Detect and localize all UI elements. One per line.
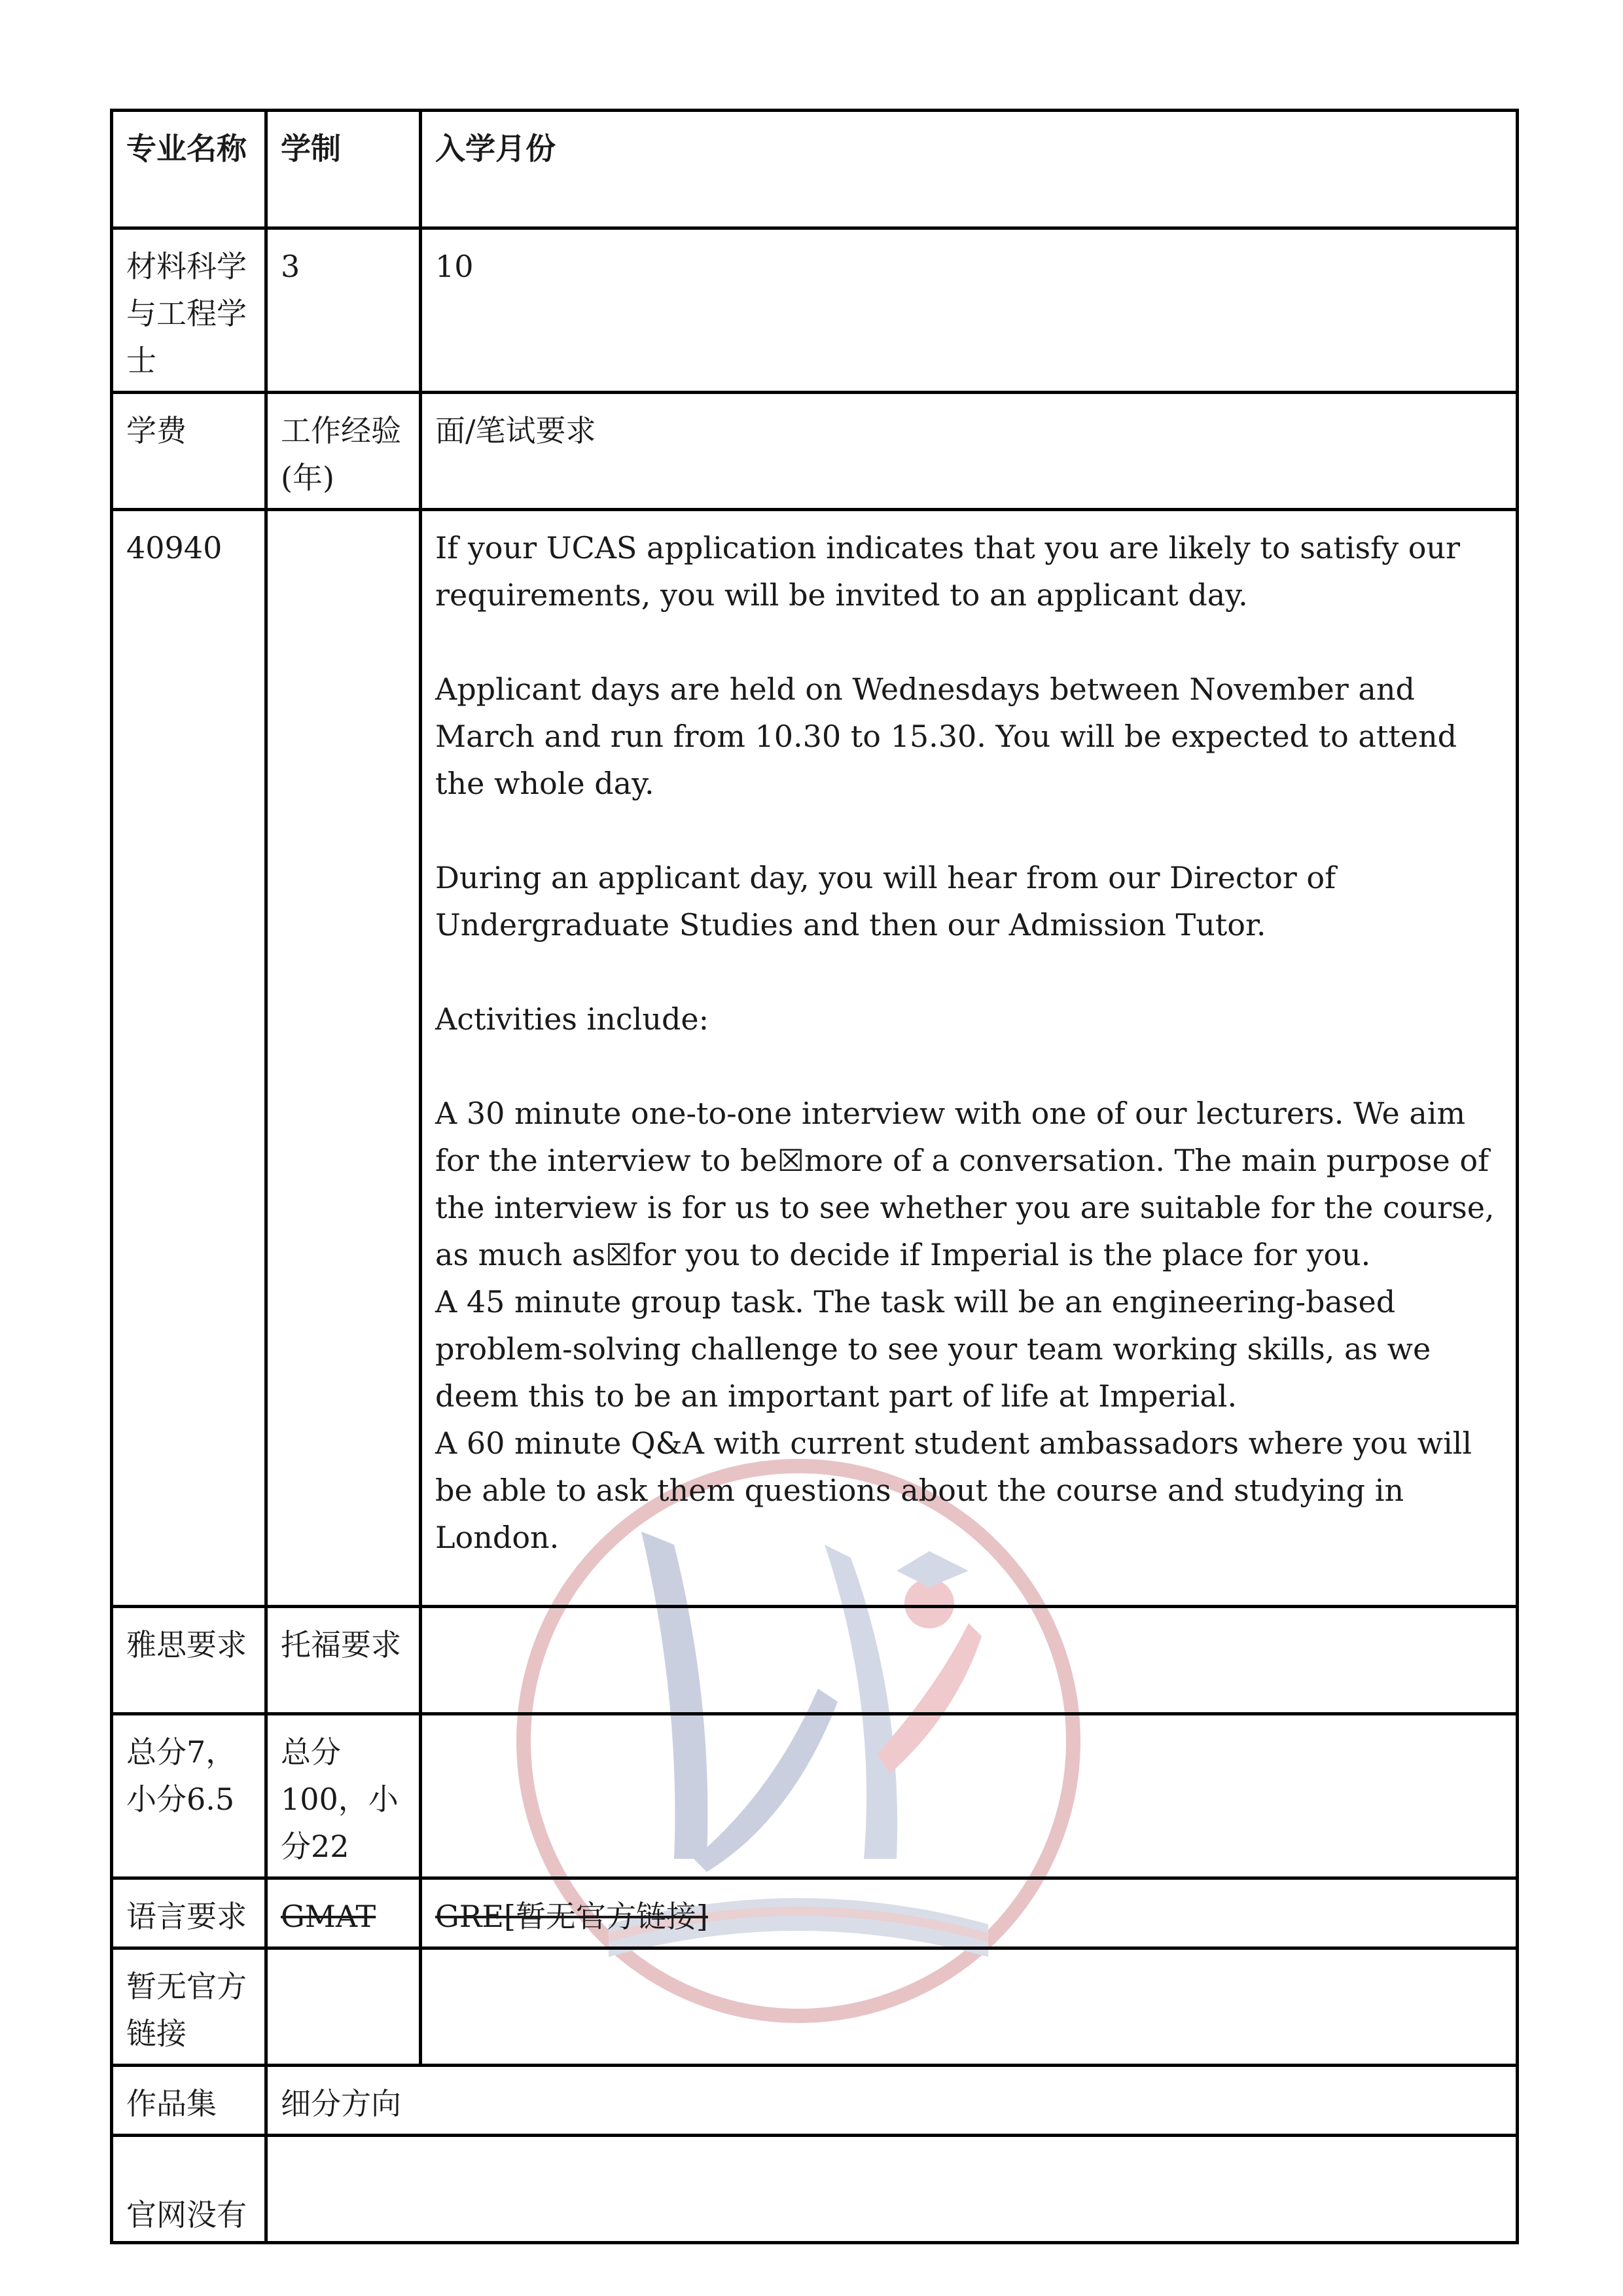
sub-direction-value	[266, 2136, 1518, 2243]
interview-activity-2: A 45 minute group task. The task will be an engineering-based problem-solving challenge to see your team working skills, as we deem this to be an important part of life at Imperial.	[435, 1284, 1440, 1414]
language-requirement-value: 暂无官方链接	[112, 1948, 266, 2066]
interview-paragraph-4: Activities include:	[435, 1001, 709, 1037]
interview-paragraph-1: If your UCAS application indicates that you are likely to satisfy our requirements, you will be invited to an applicant day.	[435, 530, 1470, 613]
sub-direction-label: 细分方向	[266, 2066, 1518, 2136]
work-experience-value	[266, 510, 421, 1607]
ielts-label: 雅思要求	[112, 1607, 266, 1714]
portfolio-value: 官网没有	[112, 2136, 266, 2243]
gmat-value	[266, 1948, 421, 2066]
empty-cell	[421, 1714, 1518, 1878]
language-requirement-label: 语言要求	[112, 1878, 266, 1948]
work-experience-label: 工作经验(年)	[266, 393, 421, 510]
interview-requirement-text	[421, 510, 1518, 1607]
fee-label: 学费	[112, 393, 266, 510]
interview-activity-3: A 60 minute Q&A with current student ambassadors where you will be able to ask them questions about the course and studying in London.	[435, 1426, 1482, 1555]
table-row-labels-2	[112, 393, 1518, 510]
fee-value: 40940	[112, 510, 266, 1607]
program-info-table	[110, 109, 1519, 2244]
gmat-label	[266, 1878, 421, 1948]
toefl-label: 托福要求	[266, 1607, 421, 1714]
duration-value: 3	[266, 228, 421, 393]
program-name-value: 材料科学与工程学士	[112, 228, 266, 393]
paragraph-gap	[435, 948, 1505, 996]
table-row-values-5	[112, 2136, 1518, 2243]
paragraph-gap	[435, 807, 1505, 854]
empty-cell	[421, 1607, 1518, 1714]
table-row-labels-5	[112, 2066, 1518, 2136]
intake-month-value: 10	[421, 228, 1518, 393]
paragraph-gap	[435, 1043, 1505, 1090]
gmat-label-text: GMAT	[281, 1899, 376, 1934]
ielts-value: 总分7，小分6.5	[112, 1714, 266, 1878]
table-row-labels-3	[112, 1607, 1518, 1714]
interview-paragraph-3: During an applicant day, you will hear from our Director of Undergraduate Studies and then our Admission Tutor.	[435, 860, 1346, 942]
table-row-labels-4	[112, 1878, 1518, 1948]
header-program-name: 专业名称	[112, 111, 266, 228]
gre-label	[421, 1878, 1518, 1948]
table-row-header	[112, 111, 1518, 228]
toefl-value: 总分100，小分22	[266, 1714, 421, 1878]
gre-value	[421, 1948, 1518, 2066]
interview-activity-1: A 30 minute one-to-one interview with one of our lecturers. We aim for the interview to be☒more of a conversation. The main purpose of the interview is for us to see whether you are suitable for the course, as much as☒for you to decide if Imperial is the place for you.	[435, 1096, 1505, 1272]
interview-requirement-label: 面/笔试要求	[421, 393, 1518, 510]
header-intake-month: 入学月份	[421, 111, 1518, 228]
header-duration: 学制	[266, 111, 421, 228]
table-row-values-4	[112, 1948, 1518, 2066]
paragraph-gap	[435, 619, 1505, 666]
table-row-program	[112, 228, 1518, 393]
interview-paragraph-2: Applicant days are held on Wednesdays between November and March and run from 10.30 to 15.30. You will be expected to attend the whole day.	[435, 672, 1467, 801]
table-row-values-3	[112, 1714, 1518, 1878]
table-row-values-2	[112, 510, 1518, 1607]
gre-label-text: GRE[暂无官方链接]	[435, 1899, 708, 1934]
portfolio-label: 作品集	[112, 2066, 266, 2136]
